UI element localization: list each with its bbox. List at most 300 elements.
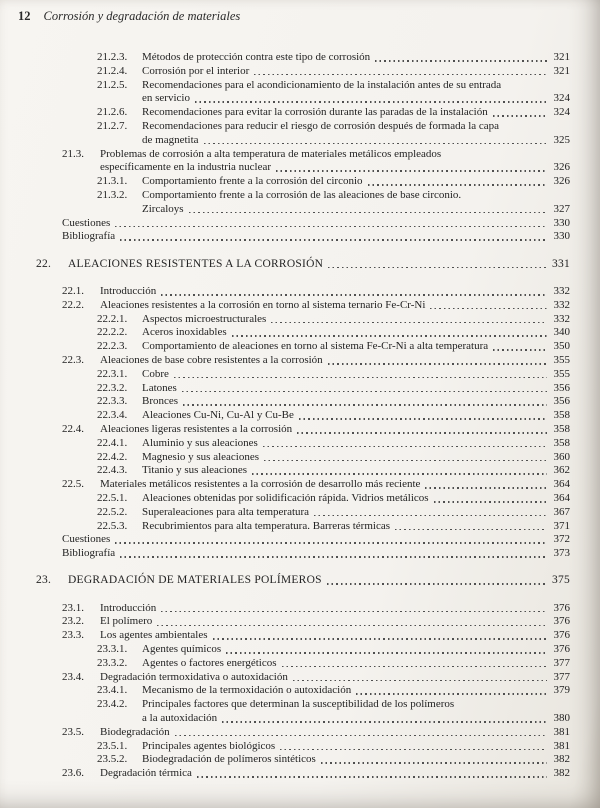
- dot-leader: [226, 652, 547, 654]
- page-number: 12: [18, 9, 31, 23]
- toc-page-ref: 326: [553, 161, 570, 174]
- toc-entry-title: [142, 451, 570, 465]
- toc-entry-line: [100, 161, 570, 175]
- toc-entry-line: Problemas de corrosión a alta temperatura de materiales metálicos empleados: [100, 147, 442, 160]
- toc-entry: [36, 313, 570, 327]
- toc-entry-title: [100, 615, 570, 629]
- toc-page-ref: 382: [553, 753, 570, 766]
- toc-entry-number: 22.3.2.: [97, 381, 128, 394]
- toc-entry-line: [142, 506, 570, 520]
- toc-entry-text: Los agentes ambientales: [100, 629, 208, 642]
- toc-entry-title: [142, 175, 570, 189]
- toc-entry-title: [142, 395, 570, 409]
- toc-entry-text: Agentes químicos: [142, 643, 222, 656]
- toc-entry-number: 22.2.: [62, 298, 84, 311]
- toc-page-ref: 375: [552, 574, 570, 587]
- toc-entry-title: [62, 230, 570, 244]
- toc-entry-number: 22.2.3.: [97, 340, 128, 353]
- dot-leader: [276, 170, 547, 172]
- toc-entry-title: [142, 684, 570, 698]
- toc-page-ref: 327: [553, 202, 570, 215]
- toc-entry-line: [142, 368, 570, 382]
- toc-entry-line: [62, 547, 570, 561]
- toc-entry-title: [142, 520, 570, 534]
- toc-entry-number: 21.2.7.: [97, 119, 128, 132]
- toc-entry-text: Bronces: [142, 395, 179, 408]
- toc-entry-number: 22.3.3.: [97, 395, 128, 408]
- toc-entry-line: [142, 464, 570, 478]
- toc-entry-text: Principales agentes biológicos: [142, 739, 276, 752]
- toc-entry: [36, 437, 570, 451]
- dot-leader: [368, 184, 547, 186]
- toc-entry-title: [100, 354, 570, 368]
- toc-entry-text: Mecanismo de la termoxidación o autoxidación: [142, 684, 352, 697]
- toc-entry-number: 22.: [36, 257, 52, 270]
- toc-entry: [36, 464, 570, 478]
- toc-entry-title: [142, 657, 570, 671]
- toc-page-ref: 350: [553, 340, 570, 353]
- toc-page-ref: 330: [553, 230, 570, 243]
- toc-page-ref: 324: [553, 92, 570, 105]
- toc-entry-text: Bibliografía: [62, 230, 116, 243]
- toc-entry: [36, 79, 570, 107]
- toc-entry-title: [142, 698, 570, 726]
- toc-entry-text: Introducción: [100, 284, 157, 297]
- dot-leader: [115, 226, 547, 228]
- dot-leader: [189, 212, 547, 214]
- dot-leader: [395, 529, 547, 531]
- toc-entry-text: Aleaciones obtenidas por solidificación rápida. Vidrios metálicos: [142, 491, 429, 504]
- toc-entry-title: [142, 492, 570, 506]
- dot-leader: [232, 335, 547, 337]
- toc-entry-title: [142, 382, 570, 396]
- toc-entry-line: [142, 175, 570, 189]
- toc-entry-number: 22.1.: [62, 284, 84, 297]
- toc-entry-title: [142, 106, 570, 120]
- toc-entry-text: específicamente en la industria nuclear: [100, 161, 272, 174]
- toc-entry-title: [142, 368, 570, 382]
- toc-entry: [36, 533, 570, 547]
- toc-page-ref: 321: [553, 51, 570, 63]
- toc-entry-line: [142, 134, 570, 148]
- toc-entry-title: [142, 189, 570, 217]
- toc-entry: [36, 409, 570, 423]
- toc-chapter-entry: [36, 574, 570, 588]
- toc-page-ref: 362: [553, 464, 570, 477]
- toc-entry-line: [100, 299, 570, 313]
- toc-entry-title: [100, 299, 570, 313]
- toc-page-ref: 373: [553, 547, 570, 560]
- dot-leader: [282, 666, 548, 668]
- dot-leader: [182, 391, 547, 393]
- toc-entry-text: Degradación térmica: [100, 767, 192, 780]
- dot-leader: [175, 735, 547, 737]
- toc-entry-line: [100, 615, 570, 629]
- toc-entry-text: ALEACIONES RESISTENTES A LA CORROSIÓN: [68, 257, 324, 270]
- toc-entry-title: [68, 258, 570, 272]
- toc-entry-line: [68, 574, 570, 588]
- toc-page-ref: 332: [553, 284, 570, 297]
- toc-entry-number: 21.2.5.: [97, 78, 128, 91]
- toc-entry-line: [100, 354, 570, 368]
- toc-entry-title: [100, 423, 570, 437]
- toc-entry: [36, 106, 570, 120]
- toc-entry: [36, 340, 570, 354]
- toc-entry-number: 22.5.1.: [97, 491, 128, 504]
- toc-entry-title: [142, 643, 570, 657]
- toc-entry: [36, 175, 570, 189]
- toc-entry: [36, 726, 570, 740]
- toc-entry: [36, 230, 570, 244]
- toc-entry-title: [142, 313, 570, 327]
- toc-entry-text: Aleaciones Cu-Ni, Cu-Al y Cu-Be: [142, 409, 294, 422]
- toc-entry-text: Aspectos microestructurales: [142, 312, 267, 325]
- toc-entry-title: [142, 506, 570, 520]
- toc-entry-number: 21.3.2.: [97, 188, 128, 201]
- toc-entry-line: [142, 684, 570, 698]
- toc-entry-number: 22.4.1.: [97, 436, 128, 449]
- toc-entry-text: Biodegradación de polímeros sintéticos: [142, 753, 316, 766]
- toc-page-ref: 376: [553, 643, 570, 656]
- toc-entry-text: Cuestiones: [62, 533, 111, 546]
- toc-entry: [36, 285, 570, 299]
- toc-entry-number: 21.2.3.: [97, 51, 128, 63]
- toc-page-ref: 360: [553, 450, 570, 463]
- toc-entry-line: [68, 258, 570, 272]
- toc-entry: [36, 643, 570, 657]
- dot-leader: [293, 680, 547, 682]
- toc-entry-text: a la autoxidación: [142, 712, 218, 725]
- toc-entry-line: [142, 382, 570, 396]
- toc-entry: [36, 671, 570, 685]
- dot-leader: [271, 322, 547, 324]
- toc-entry-text: Zircaloys: [142, 202, 184, 215]
- toc-entry-title: [100, 478, 570, 492]
- toc-entry-title: [142, 51, 570, 65]
- dot-leader: [222, 721, 547, 723]
- toc-entry-line: [142, 451, 570, 465]
- toc-entry: [36, 326, 570, 340]
- toc-page-ref: 381: [553, 739, 570, 752]
- toc-entry-line: [100, 629, 570, 643]
- toc-entry-title: [100, 285, 570, 299]
- toc-entry-title: [142, 464, 570, 478]
- dot-leader: [328, 363, 547, 365]
- dot-leader: [263, 446, 547, 448]
- toc-entry: [36, 120, 570, 148]
- dot-leader: [174, 377, 547, 379]
- toc-page-ref: 377: [553, 656, 570, 669]
- toc-page-ref: 377: [553, 670, 570, 683]
- toc-entry-text: Cobre: [142, 367, 169, 380]
- dot-leader: [299, 418, 547, 420]
- toc-entry-line: Recomendaciones para reducir el riesgo de corrosión después de formada la capa: [142, 119, 500, 132]
- toc-page-ref: 324: [553, 106, 570, 119]
- toc-page-ref: 367: [553, 505, 570, 518]
- toc-entry-number: 23.4.2.: [97, 698, 128, 711]
- toc-page-ref: 376: [553, 601, 570, 614]
- toc-entry-title: [62, 533, 570, 547]
- toc-page-ref: 356: [553, 381, 570, 394]
- dot-leader: [321, 762, 547, 764]
- toc-entry-line: [142, 753, 570, 767]
- dot-leader: [213, 638, 547, 640]
- dot-leader: [434, 501, 547, 503]
- toc-entry-number: 23.1.: [62, 601, 84, 614]
- running-header: [18, 9, 570, 24]
- toc-entry: [36, 423, 570, 437]
- toc-entry: [36, 451, 570, 465]
- toc-entry-number: 23.3.1.: [97, 643, 128, 656]
- toc-entry: [36, 740, 570, 754]
- dot-leader: [195, 101, 547, 103]
- toc-entry: [36, 698, 570, 726]
- toc-entry-line: [100, 767, 570, 781]
- toc-entry-number: 22.3.: [62, 353, 84, 366]
- toc-entry-title: [100, 671, 570, 685]
- toc-entry: [36, 65, 570, 79]
- toc-entry-line: [142, 65, 570, 79]
- toc-entry-line: [142, 313, 570, 327]
- toc-entry: [36, 217, 570, 231]
- toc-page-ref: 372: [553, 533, 570, 546]
- toc-entry-text: Aceros inoxidables: [142, 326, 227, 339]
- toc-entry-line: Comportamiento frente a la corrosión de las aleaciones de base circonio.: [142, 188, 462, 201]
- toc-entry-number: 22.5.: [62, 478, 84, 491]
- toc-entry-number: 23.6.: [62, 767, 84, 780]
- toc-entry-number: 22.4.3.: [97, 464, 128, 477]
- toc-page-ref: 325: [553, 133, 570, 146]
- dot-leader: [157, 625, 547, 627]
- dot-leader: [161, 294, 547, 296]
- toc-entry-number: 22.3.1.: [97, 367, 128, 380]
- toc-entry-text: Comportamiento de aleaciones en torno al sistema Fe-Cr-Ni a alta temperatura: [142, 340, 489, 353]
- toc-entry-text: Aleaciones resistentes a la corrosión en torno al sistema ternario Fe-Cr-Ni: [100, 298, 426, 311]
- toc-entry-text: Superaleaciones para alta temperatura: [142, 505, 310, 518]
- toc-entry-line: [62, 217, 570, 231]
- toc-entry-title: [68, 574, 570, 588]
- toc-entry-number: 21.2.4.: [97, 64, 128, 77]
- dot-leader: [115, 542, 547, 544]
- dot-leader: [254, 74, 547, 76]
- toc-entry: [36, 492, 570, 506]
- toc-entry-line: [142, 106, 570, 120]
- toc-entry: [36, 368, 570, 382]
- toc-entry-title: [62, 547, 570, 561]
- toc-entry-title: [142, 65, 570, 79]
- toc-entry-text: Introducción: [100, 601, 157, 614]
- toc-page-ref: 379: [553, 684, 570, 697]
- toc-entry-text: Agentes o factores energéticos: [142, 656, 277, 669]
- toc-entry-line: [100, 726, 570, 740]
- toc-entry-line: [100, 478, 570, 492]
- toc-page-ref: 332: [553, 312, 570, 325]
- toc-entry-line: [142, 409, 570, 423]
- toc-entry-title: [100, 629, 570, 643]
- toc-entry-line: Recomendaciones para el acondicionamiento de la instalación antes de su entrada: [142, 78, 502, 91]
- toc-entry: [36, 767, 570, 781]
- toc-entry-line: [100, 423, 570, 437]
- dot-leader: [314, 515, 547, 517]
- dot-leader: [183, 404, 547, 406]
- toc-page-ref: 376: [553, 615, 570, 628]
- toc-entry: [36, 547, 570, 561]
- toc-entry-number: 23.4.1.: [97, 684, 128, 697]
- toc-page-ref: 355: [553, 367, 570, 380]
- toc-entry-title: [142, 437, 570, 451]
- toc-entry-text: Métodos de protección contra este tipo de corrosión: [142, 51, 371, 63]
- toc-page-ref: 376: [553, 629, 570, 642]
- dot-leader: [252, 473, 547, 475]
- toc-entry: [36, 753, 570, 767]
- toc-entry-line: Principales factores que determinan la susceptibilidad de los polímeros: [142, 698, 455, 711]
- toc-entry-number: 23.3.: [62, 629, 84, 642]
- toc-entry-number: 23.2.: [62, 615, 84, 628]
- toc-entry-text: Latones: [142, 381, 177, 394]
- toc-entry: [36, 299, 570, 313]
- toc-entry-number: 22.3.4.: [97, 409, 128, 422]
- dot-leader: [356, 693, 547, 695]
- toc-entry: [36, 602, 570, 616]
- dot-leader: [120, 239, 547, 241]
- toc-entry-line: [142, 203, 570, 217]
- toc-page-ref: 340: [553, 326, 570, 339]
- toc-entry-title: [142, 409, 570, 423]
- toc-entry-line: [142, 437, 570, 451]
- toc-page-ref: 355: [553, 353, 570, 366]
- toc-entry-text: Aleaciones de base cobre resistentes a la corrosión: [100, 353, 323, 366]
- toc-entry-line: [142, 51, 570, 65]
- toc-entry-title: [62, 217, 570, 231]
- toc-entry-title: [100, 726, 570, 740]
- toc-page-ref: 358: [553, 422, 570, 435]
- toc-entry-line: [100, 671, 570, 685]
- toc-entry-line: [142, 92, 570, 106]
- toc-page-ref: 380: [553, 712, 570, 725]
- toc-page-ref: 356: [553, 395, 570, 408]
- toc-entry-number: 22.5.3.: [97, 519, 128, 532]
- toc-entry-number: 22.4.2.: [97, 450, 128, 463]
- toc-entry: [36, 520, 570, 534]
- toc-entry: [36, 189, 570, 217]
- toc-entry-text: Comportamiento frente a la corrosión del circonio: [142, 175, 363, 188]
- toc-entry: [36, 478, 570, 492]
- toc-entry-text: Biodegradación: [100, 725, 170, 738]
- toc-entry-title: [142, 326, 570, 340]
- dot-leader: [327, 583, 547, 585]
- toc-entry-line: [62, 533, 570, 547]
- dot-leader: [493, 115, 547, 117]
- toc-entry-text: Magnesio y sus aleaciones: [142, 450, 259, 463]
- toc-entry-line: [142, 326, 570, 340]
- dot-leader: [197, 776, 547, 778]
- toc-entry: [36, 51, 570, 65]
- dot-leader: [280, 749, 547, 751]
- toc-entry-number: 23.5.1.: [97, 739, 128, 752]
- toc-entry-number: 21.2.6.: [97, 106, 128, 119]
- toc-entry-number: 22.4.: [62, 422, 84, 435]
- toc-entry-number: 22.5.2.: [97, 505, 128, 518]
- toc-entry-title: [100, 148, 570, 176]
- toc-page-ref: 321: [553, 64, 570, 77]
- toc-entry-title: [100, 602, 570, 616]
- toc-entry: [36, 684, 570, 698]
- toc-entry-number: 23.: [36, 574, 52, 587]
- toc-entry-text: DEGRADACIÓN DE MATERIALES POLÍMEROS: [68, 574, 322, 587]
- toc-entry-title: [142, 753, 570, 767]
- toc-entry-text: Cuestiones: [62, 216, 111, 229]
- toc-entry-title: [100, 767, 570, 781]
- toc-entry-number: 23.4.: [62, 670, 84, 683]
- table-of-contents: [36, 51, 570, 781]
- toc-entry-number: 22.2.1.: [97, 312, 128, 325]
- toc-entry-number: 21.3.: [62, 147, 84, 160]
- toc-entry-line: [142, 340, 570, 354]
- toc-page-ref: 381: [553, 725, 570, 738]
- toc-entry-line: [142, 712, 570, 726]
- toc-entry-line: [142, 740, 570, 754]
- dot-leader: [204, 143, 547, 145]
- dot-leader: [264, 460, 547, 462]
- toc-page-ref: 382: [553, 767, 570, 780]
- toc-entry-text: de magnetita: [142, 133, 199, 146]
- toc-entry: [36, 615, 570, 629]
- toc-entry: [36, 148, 570, 176]
- toc-entry-text: Recubrimientos para alta temperatura. Barreras térmicas: [142, 519, 390, 532]
- toc-entry-text: Corrosión por el interior: [142, 64, 250, 77]
- dot-leader: [425, 487, 547, 489]
- dot-leader: [375, 60, 547, 62]
- toc-entry-number: 21.3.1.: [97, 175, 128, 188]
- book-title: Corrosión y degradación de materiales: [43, 9, 241, 23]
- toc-page-ref: 371: [553, 519, 570, 532]
- toc-page-ref: 358: [553, 409, 570, 422]
- toc-page-ref: 331: [552, 257, 570, 270]
- toc-entry-title: [142, 740, 570, 754]
- toc-entry: [36, 354, 570, 368]
- toc-entry: [36, 395, 570, 409]
- toc-entry-text: Titanio y sus aleaciones: [142, 464, 247, 477]
- dot-leader: [430, 308, 547, 310]
- toc-entry: [36, 382, 570, 396]
- toc-entry-number: 23.5.2.: [97, 753, 128, 766]
- toc-page-ref: 364: [553, 478, 570, 491]
- toc-entry-line: [142, 657, 570, 671]
- dot-leader: [120, 556, 547, 558]
- toc-entry-line: [142, 520, 570, 534]
- toc-entry-line: [62, 230, 570, 244]
- toc-entry-number: 22.2.2.: [97, 326, 128, 339]
- toc-chapter-entry: [36, 258, 570, 272]
- toc-entry-text: Degradación termoxidativa o autoxidación: [100, 670, 288, 683]
- toc-entry-text: Materiales metálicos resistentes a la corrosión de desarrollo más reciente: [100, 478, 421, 491]
- toc-entry-text: Aleaciones ligeras resistentes a la corrosión: [100, 422, 293, 435]
- toc-entry-text: El polímero: [100, 615, 153, 628]
- toc-page-ref: 330: [553, 216, 570, 229]
- toc-entry-title: [142, 79, 570, 107]
- toc-entry-title: [142, 120, 570, 148]
- toc-page-ref: 332: [553, 298, 570, 311]
- toc-entry-text: Recomendaciones para evitar la corrosión durante las paradas de la instalación: [142, 106, 488, 119]
- toc-entry-number: 23.5.: [62, 725, 84, 738]
- dot-leader: [493, 349, 547, 351]
- dot-leader: [161, 611, 547, 613]
- toc-page-ref: 358: [553, 436, 570, 449]
- toc-entry-line: [142, 492, 570, 506]
- toc-page-ref: 364: [553, 491, 570, 504]
- toc-entry-line: [142, 395, 570, 409]
- toc-entry-text: Aluminio y sus aleaciones: [142, 436, 258, 449]
